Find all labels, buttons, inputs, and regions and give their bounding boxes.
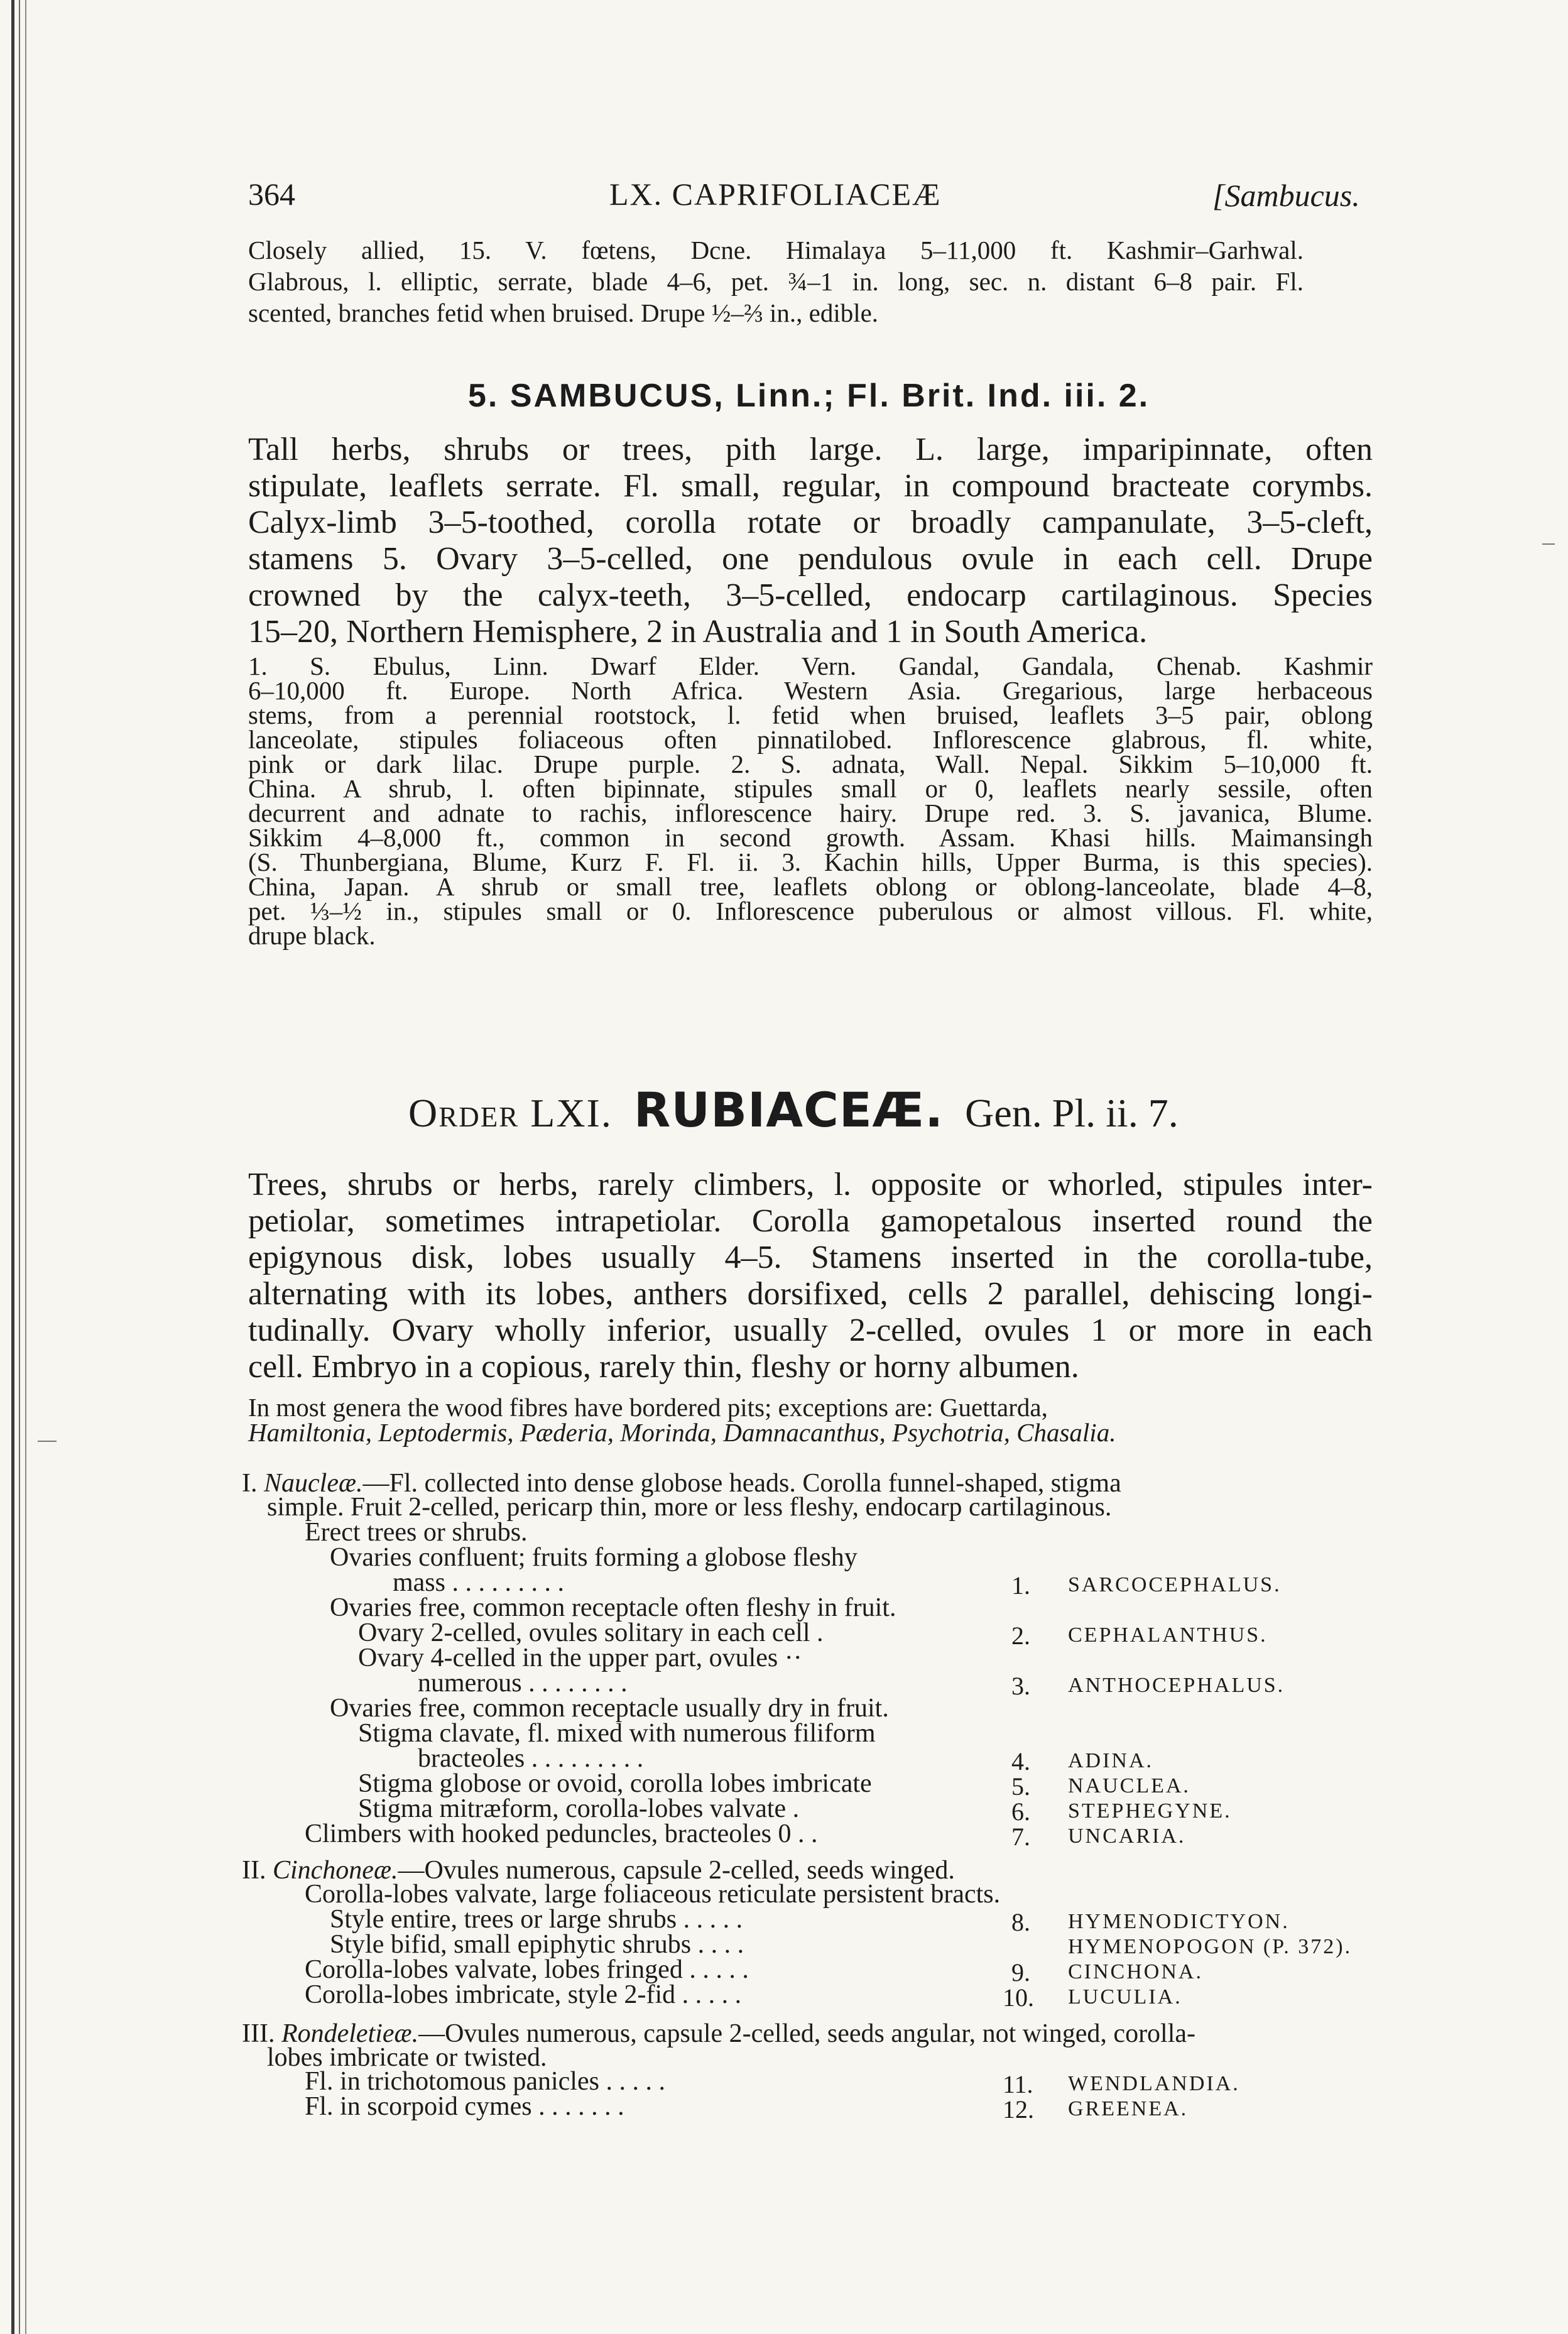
text-line: 1. S. Ebulus, Linn. Dwarf Elder. Vern. Gandal, Gandala, Chenab. Kashmir bbox=[248, 652, 1373, 680]
running-title: LX. CAPRIFOLIACEÆ bbox=[609, 177, 942, 212]
binding-edge-line bbox=[25, 0, 26, 2334]
text-line: lanceolate, stipules foliaceous often pinnatilobed. Inflorescence glabrous, fl. white, bbox=[248, 725, 1373, 754]
text-line: Trees, shrubs or herbs, rarely climbers, l. opposite or whorled, stipules inter- bbox=[248, 1167, 1373, 1202]
order-ref: Gen. Pl. ii. 7. bbox=[965, 1091, 1179, 1135]
key-line: Corolla-lobes valvate, large foliaceous reticulate persistent bracts. bbox=[305, 1880, 1001, 1909]
key-line: Corolla-lobes valvate, lobes fringed . . . . . bbox=[305, 1955, 749, 1984]
key-genus-name: SARCOCEPHALUS. bbox=[1068, 1573, 1282, 1596]
text-line: stipulate, leaflets serrate. Fl. small, regular, in compound bracteate corymbs. bbox=[248, 468, 1373, 504]
key-genus-name: NAUCLEA. bbox=[1068, 1774, 1190, 1797]
key-genus-name: ANTHOCEPHALUS. bbox=[1068, 1674, 1285, 1697]
margin-mark bbox=[38, 1441, 57, 1442]
key-number: 3. bbox=[1011, 1672, 1030, 1700]
key-line: Style bifid, small epiphytic shrubs . . . . bbox=[330, 1930, 744, 1959]
key-number: 1. bbox=[1011, 1571, 1030, 1600]
text-line: alternating with its lobes, anthers dorsifixed, cells 2 parallel, dehiscing longi- bbox=[248, 1276, 1373, 1312]
key-number: 12. bbox=[1003, 2095, 1034, 2124]
key-line: Ovaries free, common receptacle often fleshy in fruit. bbox=[330, 1593, 896, 1622]
text-line: Sikkim 4–8,000 ft., common in second growth. Assam. Khasi hills. Maimansingh bbox=[248, 823, 1373, 852]
key-line: Corolla-lobes imbricate, style 2-fid . . . . . bbox=[305, 1980, 742, 2009]
text-line: Closely allied, 15. V. fœtens, Dcne. Himalaya 5–11,000 ft. Kashmir–Garhwal. bbox=[248, 236, 1304, 264]
key-genus-name: STEPHEGYNE. bbox=[1068, 1799, 1232, 1823]
text-line: Calyx-limb 3–5-toothed, corolla rotate or broadly campanulate, 3–5-cleft, bbox=[248, 504, 1373, 540]
binding-edge bbox=[11, 0, 14, 2334]
key-tribe-intro: III. Rondeletieæ.—Ovules numerous, capsule 2-celled, seeds angular, not winged, corolla- bbox=[242, 2019, 1196, 2048]
text-line: Hamiltonia, Leptodermis, Pæderia, Morinda, Damnacanthus, Psychotria, Chasalia. bbox=[248, 1418, 1116, 1447]
key-genus-name: GREENEA. bbox=[1068, 2097, 1189, 2120]
key-line: Stigma globose or ovoid, corolla lobes imbricate bbox=[358, 1769, 872, 1798]
margin-mark bbox=[1542, 543, 1555, 545]
key-line: Fl. in scorpoid cymes . . . . . . . bbox=[305, 2092, 624, 2121]
key-genus-name: ADINA. bbox=[1068, 1749, 1154, 1772]
text-line: 15–20, Northern Hemisphere, 2 in Australia and 1 in South America. bbox=[248, 614, 1148, 650]
text-line: cell. Embryo in a copious, rarely thin, fleshy or horny albumen. bbox=[248, 1349, 1079, 1385]
key-tribe-intro: II. Cinchoneæ.—Ovules numerous, capsule 2-celled, seeds winged. bbox=[242, 1856, 955, 1885]
text-line: pink or dark lilac. Drupe purple. 2. S. adnata, Wall. Nepal. Sikkim 5–10,000 ft. bbox=[248, 750, 1373, 778]
key-number: 7. bbox=[1011, 1823, 1030, 1851]
binding-edge-line bbox=[19, 0, 20, 2334]
key-line: Fl. in trichotomous panicles . . . . . bbox=[305, 2067, 665, 2096]
key-line: Stigma mitræform, corolla-lobes valvate . bbox=[358, 1794, 800, 1823]
key-line: mass . . . . . . . . . bbox=[393, 1568, 564, 1597]
order-heading bbox=[408, 1082, 1179, 1138]
key-genus-name: HYMENOPOGON (P. 372). bbox=[1068, 1935, 1353, 1958]
text-line: 6–10,000 ft. Europe. North Africa. Western Asia. Gregarious, large herbaceous bbox=[248, 676, 1373, 705]
text-line: pet. ⅓–½ in., stipules small or 0. Inflorescence puberulous or almost villous. Fl. white, bbox=[248, 897, 1373, 925]
page-number: 364 bbox=[248, 177, 295, 212]
text-line: decurrent and adnate to rachis, inflorescence hairy. Drupe red. 3. S. javanica, Blume. bbox=[248, 799, 1373, 827]
key-tribe-intro: simple. Fruit 2-celled, pericarp thin, more or less fleshy, endocarp cartilaginous. bbox=[267, 1493, 1112, 1522]
text-line: China. A shrub, l. often bipinnate, stipules small or 0, leaflets nearly sessile, often bbox=[248, 774, 1373, 803]
key-genus-name: UNCARIA. bbox=[1068, 1824, 1186, 1848]
key-number: 2. bbox=[1011, 1622, 1030, 1650]
key-line: numerous . . . . . . . . bbox=[418, 1669, 628, 1698]
key-line: Stigma clavate, fl. mixed with numerous filiform bbox=[358, 1719, 876, 1748]
key-line: Ovaries free, common receptacle usually dry in fruit. bbox=[330, 1694, 889, 1723]
key-genus-name: CINCHONA. bbox=[1068, 1960, 1203, 1983]
key-number: 4. bbox=[1011, 1747, 1030, 1775]
key-number: 5. bbox=[1011, 1772, 1030, 1801]
key-number: 8. bbox=[1011, 1908, 1030, 1936]
key-genus-name: WENDLANDIA. bbox=[1068, 2072, 1240, 2095]
key-line: Ovary 2-celled, ovules solitary in each cell . bbox=[358, 1618, 824, 1647]
key-line: bracteoles . . . . . . . . . bbox=[418, 1744, 644, 1773]
text-line: tudinally. Ovary wholly inferior, usually 2-celled, ovules 1 or more in each bbox=[248, 1312, 1373, 1348]
text-line: Tall herbs, shrubs or trees, pith large. L. large, imparipinnate, often bbox=[248, 432, 1373, 467]
order-name: RUBIACEÆ. bbox=[633, 1082, 944, 1138]
key-number: 11. bbox=[1003, 2070, 1033, 2098]
text-line: (S. Thunbergiana, Blume, Kurz F. Fl. ii. 3. Kachin hills, Upper Burma, is this species). bbox=[248, 848, 1373, 876]
text-line: stamens 5. Ovary 3–5-celled, one pendulous ovule in each cell. Drupe bbox=[248, 541, 1373, 577]
text-line: scented, branches fetid when bruised. Drupe ½–⅔ in., edible. bbox=[248, 298, 879, 327]
text-line: epigynous disk, lobes usually 4–5. Stamens inserted in the corolla-tube, bbox=[248, 1240, 1373, 1275]
key-line: Style entire, trees or large shrubs . . . . . bbox=[330, 1905, 743, 1934]
key-tribe-intro: I. Naucleæ.—Fl. collected into dense globose heads. Corolla funnel-shaped, stigma bbox=[242, 1469, 1121, 1498]
key-line: Ovary 4-celled in the upper part, ovules ·· bbox=[358, 1644, 802, 1672]
text-line: petiolar, sometimes intrapetiolar. Corolla gamopetalous inserted round the bbox=[248, 1203, 1373, 1239]
key-line: Climbers with hooked peduncles, bracteoles 0 . . bbox=[305, 1819, 818, 1848]
key-number: 10. bbox=[1003, 1983, 1034, 2012]
key-tribe-intro: lobes imbricate or twisted. bbox=[267, 2043, 547, 2072]
text-line: stems, from a perennial rootstock, l. fetid when bruised, leaflets 3–5 pair, oblong bbox=[248, 701, 1373, 729]
order-label: Order LXI. bbox=[408, 1091, 612, 1135]
key-genus-name: HYMENODICTYON. bbox=[1068, 1910, 1290, 1933]
running-genus: [Sambucus. bbox=[1212, 178, 1360, 213]
text-line: crowned by the calyx-teeth, 3–5-celled, endocarp cartilaginous. Species bbox=[248, 577, 1373, 613]
key-line: Ovaries confluent; fruits forming a globose fleshy bbox=[330, 1543, 858, 1572]
key-genus-name: CEPHALANTHUS. bbox=[1068, 1623, 1268, 1647]
text-line: drupe black. bbox=[248, 921, 376, 950]
key-number: 9. bbox=[1011, 1958, 1030, 1987]
genus-heading: 5. SAMBUCUS, Linn.; Fl. Brit. Ind. iii. 2. bbox=[468, 378, 1150, 414]
text-line: In most genera the wood fibres have bordered pits; exceptions are: Guettarda, bbox=[248, 1393, 1048, 1422]
text-line: China, Japan. A shrub or small tree, leaflets oblong or oblong-lanceolate, blade 4–8, bbox=[248, 872, 1373, 901]
key-number: 6. bbox=[1011, 1797, 1030, 1826]
text-line: Glabrous, l. elliptic, serrate, blade 4–6, pet. ¾–1 in. long, sec. n. distant 6–8 pair. Fl. bbox=[248, 267, 1304, 296]
key-genus-name: LUCULIA. bbox=[1068, 1985, 1182, 2009]
key-line: Erect trees or shrubs. bbox=[305, 1518, 528, 1547]
